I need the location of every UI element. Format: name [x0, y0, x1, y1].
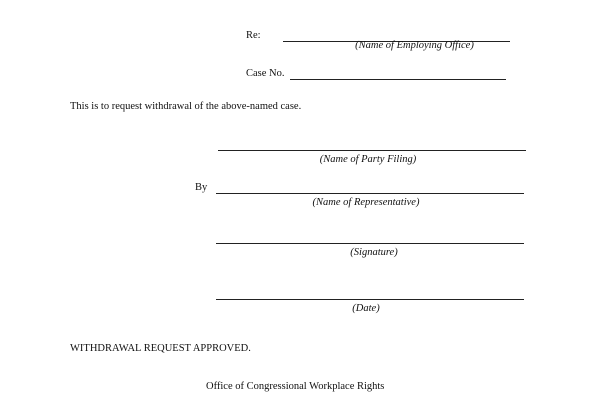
signature-caption: (Signature) [350, 247, 398, 258]
case-no-line [290, 79, 506, 80]
representative-caption: (Name of Representative) [312, 197, 420, 208]
party-filing-line [218, 150, 526, 151]
party-filing-caption: (Name of Party Filing) [319, 154, 417, 165]
approval-text: WITHDRAWAL REQUEST APPROVED. [70, 343, 251, 354]
case-no-label: Case No. [246, 68, 285, 79]
office-name: Office of Congressional Workplace Rights [206, 381, 385, 392]
representative-line [216, 193, 524, 194]
date-caption: (Date) [352, 303, 380, 314]
by-label: By [195, 182, 208, 193]
request-statement: This is to request withdrawal of the above-named case. [70, 101, 302, 112]
re-label: Re: [246, 30, 261, 41]
employing-office-caption: (Name of Employing Office) [355, 40, 474, 51]
date-line [216, 299, 524, 300]
signature-line [216, 243, 524, 244]
